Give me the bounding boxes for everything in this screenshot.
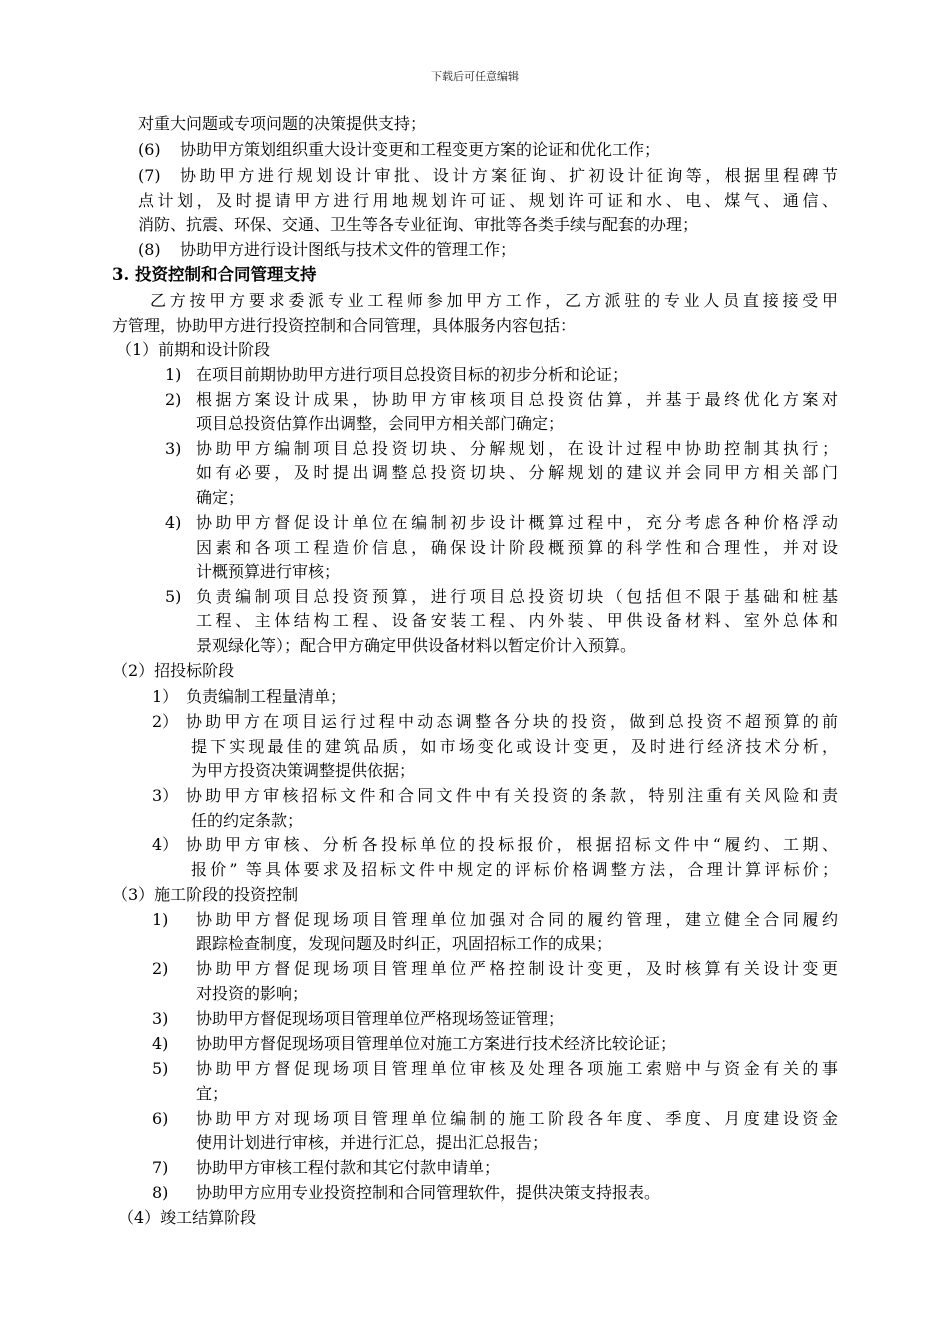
item-line: 点计划，及时提请甲方进行用地规划许可证、规划许可证和水、电、煤气、通信、 [138, 191, 838, 210]
item-line: 协助甲方应用专业投资控制和合同管理软件，提供决策支持报表。 [196, 1183, 661, 1202]
item-number: (7) [138, 166, 161, 185]
item-number: 1) [165, 365, 182, 384]
item-line: 协助甲方进行规划设计审批、设计方案征询、扩初设计征询等，根据里程碑节 [180, 166, 838, 185]
item-line: 负责编制工程量清单； [186, 687, 347, 706]
item-line: 协助甲方督促现场项目管理单位严格控制设计变更，及时核算有关设计变更 [196, 959, 838, 978]
item-line: 跟踪检查制度，发现问题及时纠正，巩固招标工作的成果； [196, 934, 613, 953]
item-line: 协助甲方审核招标文件和合同文件中有关投资的条款，特别注重有关风险和责 [186, 786, 838, 805]
item-number: 5) [152, 1059, 169, 1078]
item-line: 报价” 等具体要求及招标文件中规定的评标价格调整方法，合理计算评标价； [191, 860, 838, 879]
item-line: 协助甲方编制项目总投资切块、分解规划，在设计过程中协助控制其执行； [196, 439, 838, 458]
page-header: 下载后可任意编辑 [431, 70, 519, 83]
paragraph-line: 乙方按甲方要求委派专业工程师参加甲方工作，乙方派驻的专业人员直接接受甲 [150, 291, 838, 310]
item-line: 工程、主体结构工程、设备安装工程、内外装、甲供设备材料、室外总体和 [196, 611, 838, 630]
item-line: 消防、抗震、环保、交通、卫生等各专业征询、审批等各类手续与配套的办理； [138, 215, 699, 234]
item-line: 协助甲方进行设计图纸与技术文件的管理工作； [180, 240, 517, 259]
item-line: 使用计划进行审核，并进行汇总，提出汇总报告； [196, 1133, 549, 1152]
item-number: 4） [152, 835, 179, 854]
item-line: 协助甲方审核工程付款和其它付款申请单； [196, 1158, 501, 1177]
item-number: 3) [152, 1009, 169, 1028]
paragraph-line: 方管理，协助甲方进行投资控制和合同管理，具体服务内容包括： [112, 316, 577, 335]
item-number: 2) [165, 390, 182, 409]
item-line: 确定； [196, 488, 245, 507]
section-heading: 3. 投资控制和合同管理支持 [112, 265, 317, 284]
continuation-line: 对重大问题或专项问题的决策提供支持； [138, 114, 427, 133]
item-line: 任的约定条款； [191, 811, 304, 830]
item-number: (6) [138, 140, 161, 159]
item-line: 根据方案设计成果，协助甲方审核项目总投资估算，并基于最终优化方案对 [196, 390, 838, 409]
item-number: 8) [152, 1183, 169, 1202]
item-number: 2） [152, 712, 179, 731]
phase-title: （4）竣工结算阶段 [118, 1208, 257, 1227]
item-number: 3) [165, 439, 182, 458]
item-line: 协助甲方策划组织重大设计变更和工程变更方案的论证和优化工作； [180, 140, 661, 159]
item-number: 4) [165, 513, 182, 532]
item-line: 协助甲方对现场项目管理单位编制的施工阶段各年度、季度、月度建设资金 [196, 1109, 838, 1128]
item-line: 协助甲方督促设计单位在编制初步设计概算过程中，充分考虑各种价格浮动 [196, 513, 838, 532]
item-number: 7) [152, 1158, 169, 1177]
phase-title: （3）施工阶段的投资控制 [112, 885, 299, 904]
item-line: 协助甲方审核、分析各投标单位的投标报价，根据招标文件中“履约、工期、 [186, 835, 838, 854]
item-line: 景观绿化等）；配合甲方确定甲供设备材料以暂定价计入预算。 [196, 636, 637, 655]
item-line: 提下实现最佳的建筑品质，如市场变化或设计变更，及时进行经济技术分析， [191, 737, 838, 756]
item-line: 协助甲方督促现场项目管理单位严格现场签证管理； [196, 1009, 565, 1028]
item-number: 2) [152, 959, 169, 978]
item-line: 负责编制项目总投资预算，进行项目总投资切块（包括但不限于基础和桩基 [196, 587, 838, 606]
item-number: 1) [152, 910, 169, 929]
item-line: 协助甲方在项目运行过程中动态调整各分块的投资，做到总投资不超预算的前 [186, 712, 838, 731]
item-number: 5) [165, 587, 182, 606]
item-line: 项目总投资估算作出调整，会同甲方相关部门确定； [196, 414, 565, 433]
item-line: 协助甲方督促现场项目管理单位审核及处理各项施工索赔中与资金有关的事 [196, 1059, 838, 1078]
item-line: 对投资的影响； [196, 984, 309, 1003]
item-line: 协助甲方督促现场项目管理单位对施工方案进行技术经济比较论证； [196, 1034, 677, 1053]
item-line: 在项目前期协助甲方进行项目总投资目标的初步分析和论证； [196, 365, 629, 384]
item-number: (8) [138, 240, 161, 259]
item-number: 4) [152, 1034, 169, 1053]
item-line: 宜； [196, 1084, 229, 1103]
item-number: 6) [152, 1109, 169, 1128]
item-line: 为甲方投资决策调整提供依据； [191, 761, 416, 780]
item-line: 计概预算进行审核； [196, 562, 341, 581]
item-number: 1） [152, 687, 179, 706]
phase-title: （1）前期和设计阶段 [116, 340, 271, 359]
item-line: 因素和各项工程造价信息，确保设计阶段概预算的科学性和合理性，并对设 [196, 538, 838, 557]
item-line: 协助甲方督促现场项目管理单位加强对合同的履约管理，建立健全合同履约 [196, 910, 838, 929]
phase-title: （2）招投标阶段 [112, 661, 235, 680]
item-line: 如有必要，及时提出调整总投资切块、分解规划的建议并会同甲方相关部门 [196, 463, 838, 482]
item-number: 3） [152, 786, 179, 805]
